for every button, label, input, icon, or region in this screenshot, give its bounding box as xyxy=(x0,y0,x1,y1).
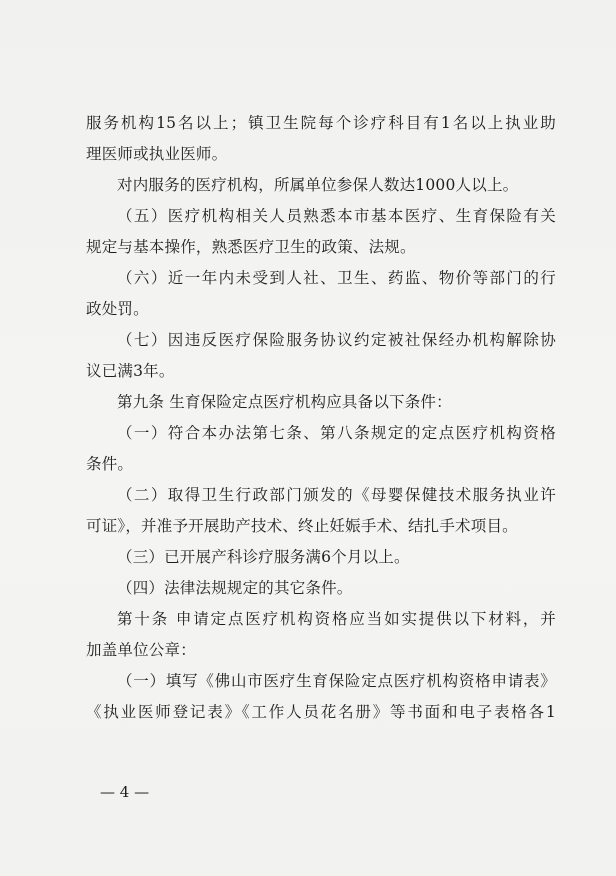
text-line: 议已满3年。 xyxy=(86,362,175,380)
text-line: （二）取得卫生行政部门颁发的《母婴保健技术服务执业许 xyxy=(117,486,556,504)
text-line: （一）符合本办法第七条、第八条规定的定点医疗机构资格 xyxy=(117,424,556,442)
text-line: 条件。 xyxy=(86,455,134,473)
text-line: 政处罚。 xyxy=(86,300,149,318)
body-text xyxy=(86,108,556,728)
text-line: （七）因违反医疗保险服务协议约定被社保经办机构解除协 xyxy=(117,331,556,349)
article-heading: 第十条 申请定点医疗机构资格应当如实提供以下材料，并 xyxy=(117,610,556,628)
text-line: 可证》，并准予开展助产技术、终止妊娠手术、结扎手术项目。 xyxy=(86,517,518,535)
text-line: （三）已开展产科诊疗服务满6个月以上。 xyxy=(117,548,410,566)
text-line: 理医师或执业医师。 xyxy=(86,145,228,163)
text-line: （一）填写《佛山市医疗生育保险定点医疗机构资格申请表》 xyxy=(117,672,556,690)
article-heading: 第九条 生育保险定点医疗机构应具备以下条件： xyxy=(117,393,452,411)
text-line: 对内服务的医疗机构，所属单位参保人数达1000人以上。 xyxy=(117,176,519,194)
text-line: （六）近一年内未受到人社、卫生、药监、物价等部门的行 xyxy=(117,269,556,287)
text-line: 规定与基本操作，熟悉医疗卫生的政策、法规。 xyxy=(86,238,416,256)
text-line: 服务机构15名以上；镇卫生院每个诊疗科目有1名以上执业助 xyxy=(86,114,556,132)
text-line: （五）医疗机构相关人员熟悉本市基本医疗、生育保险有关 xyxy=(117,207,556,225)
text-line: （四）法律法规规定的其它条件。 xyxy=(117,579,353,597)
page-number: — 4 — xyxy=(100,783,150,801)
text-line: 《执业医师登记表》《工作人员花名册》等书面和电子表格各1 xyxy=(86,703,556,721)
text-line: 加盖单位公章： xyxy=(86,641,196,659)
